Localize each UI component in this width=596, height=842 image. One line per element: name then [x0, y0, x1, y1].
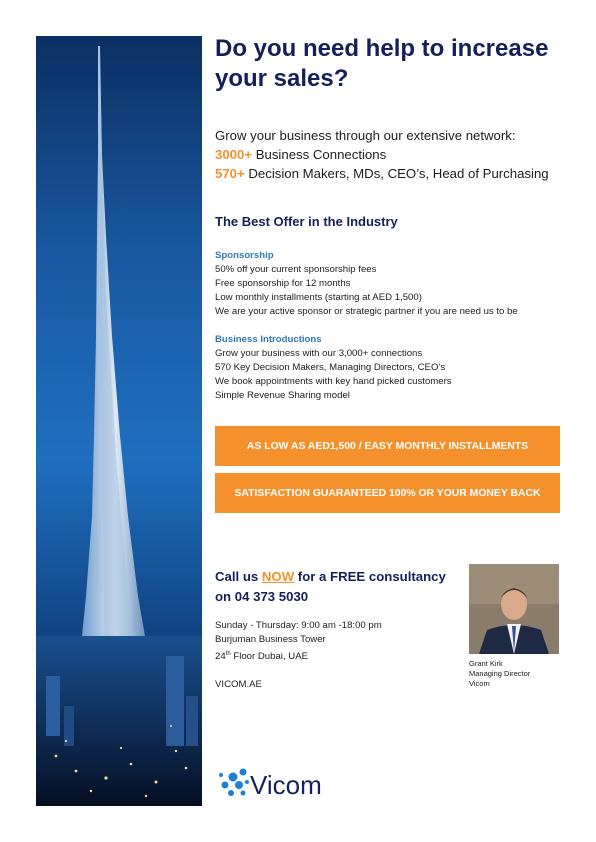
- decision-makers-line: [215, 164, 585, 183]
- introductions-line: 570 Key Decision Makers, Managing Directors, CEO’s: [215, 362, 446, 373]
- introductions-section: [215, 333, 575, 403]
- floor-number: 24: [215, 651, 226, 663]
- person-photo: [469, 564, 559, 654]
- sponsorship-line: We are your active sponsor or strategic partner if you are need us to be: [215, 306, 518, 317]
- floor-rest: Floor Dubai, UAE: [230, 651, 308, 663]
- address-block: [215, 619, 382, 664]
- introductions-line: Grow your business with our 3,000+ connections: [215, 348, 423, 359]
- introductions-line: Simple Revenue Sharing model: [215, 390, 350, 401]
- intro-line: Grow your business through our extensive network:: [215, 128, 516, 143]
- decision-makers-number: 570+: [215, 166, 245, 181]
- intro-block: [215, 126, 585, 183]
- sponsorship-line: 50% off your current sponsorship fees: [215, 264, 377, 275]
- headline: Do you need help to increase your sales?: [215, 35, 549, 92]
- tower-photo: [36, 36, 202, 806]
- logo-wordmark: Vicom: [250, 770, 322, 800]
- sponsorship-section: [215, 249, 575, 319]
- person-caption: [469, 659, 530, 689]
- introductions-line: We book appointments with key hand picked customers: [215, 376, 452, 387]
- call-pre: Call us: [215, 569, 262, 584]
- person-name: Grant Kirk: [469, 659, 503, 668]
- phone-number[interactable]: on 04 373 5030: [215, 589, 309, 604]
- floor-line: [215, 647, 382, 664]
- call-to-action: [215, 567, 446, 607]
- connections-number: 3000+: [215, 147, 253, 162]
- pricing-banner: AS LOW AS AED1,500 / EASY MONTHLY INSTALLMENTS: [215, 426, 560, 466]
- introductions-heading: Business Introductions: [215, 334, 322, 345]
- sponsorship-line: Free sponsorship for 12 months: [215, 278, 351, 289]
- call-now-link[interactable]: NOW: [261, 569, 295, 584]
- call-line: [215, 567, 446, 587]
- floor-suffix: th: [225, 651, 231, 657]
- decision-makers-text: Decision Makers, MDs, CEO’s, Head of Purchasing: [244, 166, 549, 181]
- connections-text: Business Connections: [252, 147, 387, 162]
- building-name: Burjuman Business Tower: [215, 634, 326, 645]
- guarantee-banner: SATISFACTION GUARANTEED 100% OR YOUR MONEY BACK: [215, 473, 560, 513]
- sponsorship-line: Low monthly installments (starting at AED 1,500): [215, 292, 422, 303]
- person-company: Vicom: [469, 679, 490, 688]
- call-post: for a FREE consultancy: [294, 569, 446, 584]
- website-link[interactable]: VICOM.AE: [215, 679, 262, 690]
- connections-line: [215, 145, 585, 164]
- offer-title: The Best Offer in the Industry: [215, 214, 398, 229]
- person-title: Managing Director: [469, 669, 531, 678]
- opening-hours: Sunday - Thursday: 9:00 am -18:00 pm: [215, 620, 382, 631]
- sponsorship-heading: Sponsorship: [215, 250, 274, 261]
